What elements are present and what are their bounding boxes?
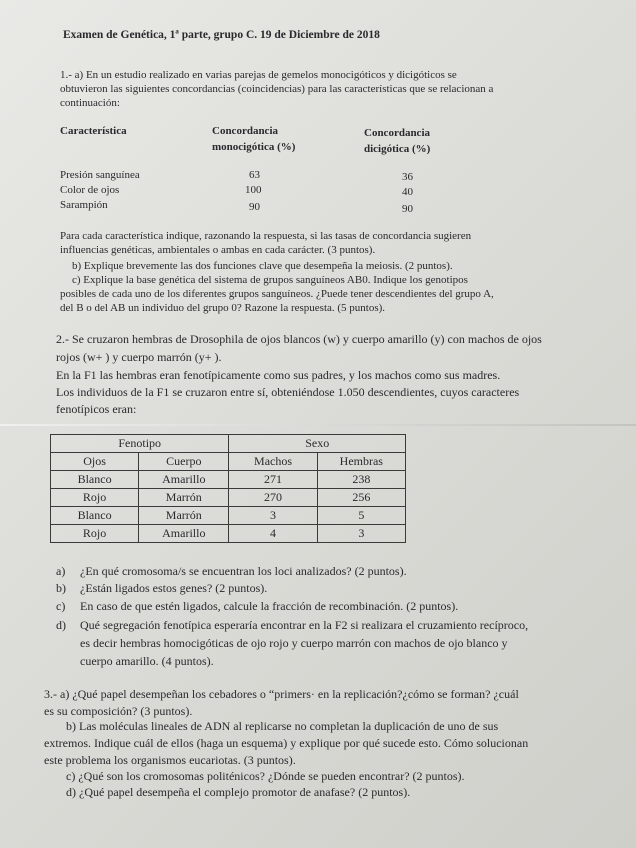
q2-text-line: Los individuos de la F1 se cruzaron entre sí, obteniéndose 1.050 descendientes, cuyos caracteres: [56, 385, 520, 399]
q3-text-line: extremos. Indique cuál de ellos (haga un esquema) y explique por qué sucede esto. Cómo solucionan: [44, 736, 529, 750]
table-cell: 40: [402, 186, 413, 198]
q2-text-line: En la F1 las hembras eran fenotípicamente como sus padres, y los machos como sus madres.: [56, 368, 501, 382]
table-row: [51, 525, 406, 543]
q2-question-text: es decir hembras homocigóticas de ojo rojo y cuerpo marrón con machos de ojo blanco y: [80, 636, 508, 650]
table-cell: 3: [229, 507, 317, 525]
col-header-di: Concordancia: [364, 127, 430, 139]
q1-intro-line: obtuvieron las siguientes concordancias (coincidencias) para las características que se relacionan a: [60, 83, 494, 95]
q2-question-text: En caso de que estén ligados, calcule la fracción de recombinación. (2 puntos).: [80, 599, 459, 613]
q3-text-line: es su composición? (3 puntos).: [44, 704, 193, 718]
table-cell: 100: [245, 184, 262, 196]
q2-question-label: a): [56, 564, 66, 578]
table-cell: Blanco: [51, 471, 139, 489]
q2-question-label: b): [56, 581, 66, 595]
table-cell: 270: [229, 489, 317, 507]
q2-question-text: ¿Están ligados estos genes? (2 puntos).: [80, 581, 268, 595]
table-cell: Blanco: [51, 507, 139, 525]
phenotype-table: [50, 434, 406, 543]
table-cell: 36: [402, 171, 413, 183]
q1-text-line: posibles de cada uno de los diferentes grupos sanguíneos. ¿Puede tener descendientes del grupo A,: [60, 288, 494, 300]
table-cell: 4: [229, 525, 317, 543]
table-cell: Amarillo: [139, 525, 229, 543]
table-row: [51, 471, 406, 489]
table-cell: 90: [402, 203, 413, 215]
table-cell: Sarampión: [60, 199, 108, 211]
table-cell: 63: [249, 169, 260, 181]
table-cell: Amarillo: [139, 471, 229, 489]
q2-question-label: d): [56, 618, 66, 632]
table-cell: 256: [317, 489, 405, 507]
q2-question-text: cuerpo amarillo. (4 puntos).: [80, 654, 214, 668]
table-cell: Color de ojos: [60, 184, 120, 196]
table-row: [51, 453, 406, 471]
table-cell: Presión sanguínea: [60, 169, 140, 181]
table-cell: 238: [317, 471, 405, 489]
q1-intro-line: 1.- a) En un estudio realizado en varias parejas de gemelos monocigóticos y dicigóticos se: [60, 69, 457, 81]
table-row: [51, 507, 406, 525]
col-header: Hembras: [317, 453, 405, 471]
exam-title: Examen de Genética, 1ª parte, grupo C. 19 de Diciembre de 2018: [63, 29, 380, 41]
q3-text-line: 3.- a) ¿Qué papel desempeñan los cebadores o “primers· en la replicación?¿cómo se forman? ¿cuál: [44, 687, 519, 701]
q1-text-line: del B o del AB un individuo del grupo 0? Razone la respuesta. (5 puntos).: [60, 302, 386, 314]
q1-text-line: influencias genéticas, ambientales o ambas en cada carácter. (3 puntos).: [60, 244, 376, 256]
q3-text-line: b) Las moléculas lineales de ADN al replicarse no completan la duplicación de uno de sus: [66, 719, 499, 733]
table-cell: Rojo: [51, 525, 139, 543]
table-cell: 3: [317, 525, 405, 543]
table-cell: 271: [229, 471, 317, 489]
col-header: Cuerpo: [139, 453, 229, 471]
table-cell: 5: [317, 507, 405, 525]
col-header: Ojos: [51, 453, 139, 471]
q1-text-line: b) Explique brevemente las dos funciones clave que desempeña la meiosis. (2 puntos).: [72, 260, 453, 272]
q2-question-text: ¿En qué cromosoma/s se encuentran los loci analizados? (2 puntos).: [80, 564, 407, 578]
col-header-mono: Concordancia: [212, 125, 278, 137]
table-cell: Marrón: [139, 489, 229, 507]
table-row: [51, 489, 406, 507]
table-row: [51, 435, 406, 453]
col-header-di: dicigótica (%): [364, 143, 431, 155]
col-header-mono: monocigótica (%): [212, 141, 296, 153]
col-header-characteristic: Característica: [60, 125, 127, 137]
q2-question-text: Qué segregación fenotípica esperaría encontrar en la F2 si realizara el cruzamiento recíproco,: [80, 618, 529, 632]
q1-text-line: c) Explique la base genética del sistema de grupos sanguíneos AB0. Indique los genotipos: [72, 274, 468, 286]
col-header: Machos: [229, 453, 317, 471]
q3-text-line: c) ¿Qué son los cromosomas politénicos? ¿Dónde se pueden encontrar? (2 puntos).: [66, 769, 465, 783]
q2-question-label: c): [56, 599, 66, 613]
q2-text-line: rojos (w+ ) y cuerpo marrón (y+ ).: [56, 350, 222, 364]
q1-intro-line: continuación:: [60, 97, 120, 109]
group-header-fenotipo: Fenotipo: [51, 435, 229, 453]
q3-text-line: este problema los organismos eucariotas. (3 puntos).: [44, 753, 296, 767]
group-header-sexo: Sexo: [229, 435, 406, 453]
table-cell: 90: [249, 201, 260, 213]
paper-fold: [0, 424, 636, 426]
table-cell: Marrón: [139, 507, 229, 525]
q2-text-line: fenotípicos eran:: [56, 402, 137, 416]
q1-text-line: Para cada característica indique, razonando la respuesta, si las tasas de concordancia sugieren: [60, 230, 472, 242]
q2-text-line: 2.- Se cruzaron hembras de Drosophila de ojos blancos (w) y cuerpo amarillo (y) con machos de ojos: [56, 332, 542, 346]
q3-text-line: d) ¿Qué papel desempeña el complejo promotor de anafase? (2 puntos).: [66, 785, 411, 799]
table-cell: Rojo: [51, 489, 139, 507]
